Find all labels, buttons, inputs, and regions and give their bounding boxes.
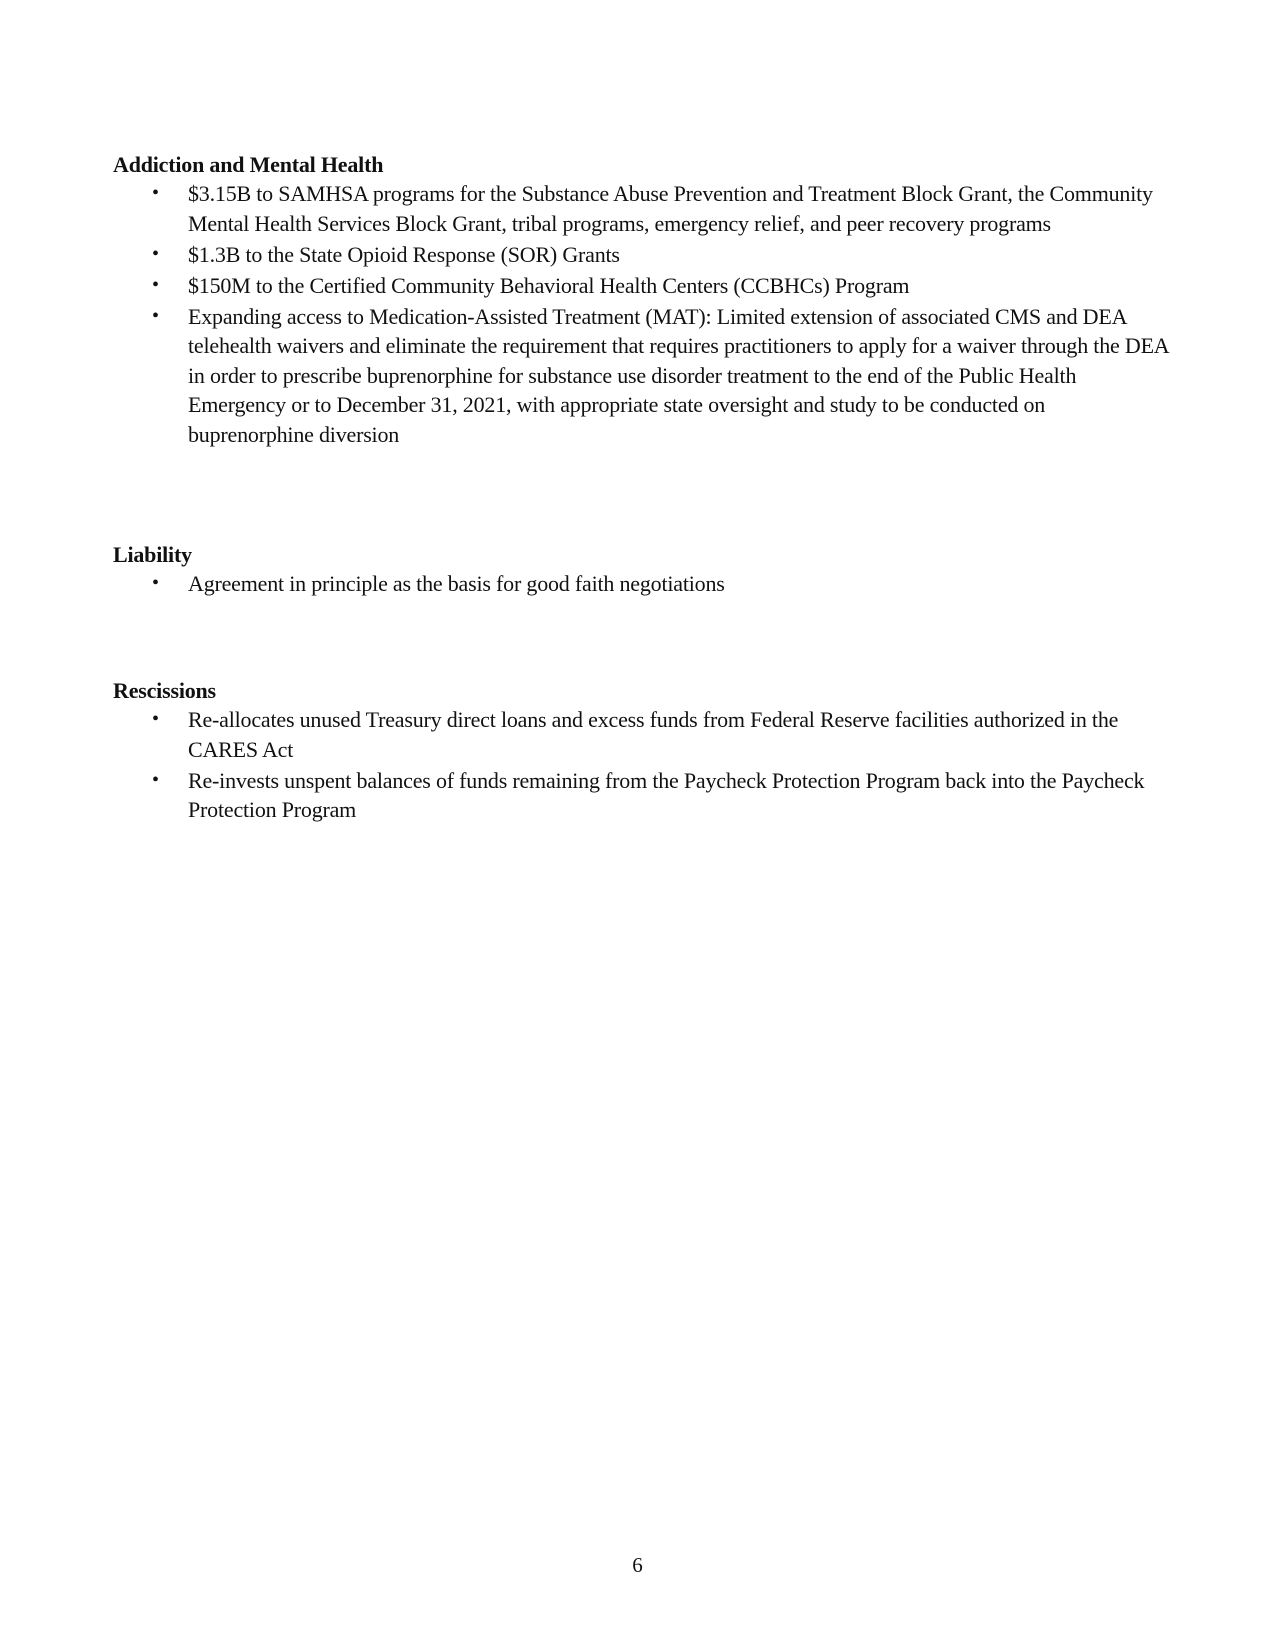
bullet-text: Re-invests unspent balances of funds remaining from the Paycheck Protection Program back into the Paycheck Protection Program [188, 767, 1145, 822]
section-rescissions [113, 677, 1173, 826]
bullet-item [113, 271, 1173, 301]
bullet-item [113, 240, 1173, 270]
bullet-icon: • [152, 572, 159, 594]
section-addiction-mental-health [113, 151, 1173, 451]
bullet-text: Re-allocates unused Treasury direct loans and excess funds from Federal Reserve facilities authorized in the CARES Act [188, 707, 1119, 762]
bullet-text: $1.3B to the State Opioid Response (SOR) Grants [188, 241, 620, 267]
bullet-item [113, 569, 1173, 599]
bullet-text: $150M to the Certified Community Behavioral Health Centers (CCBHCs) Program [188, 272, 910, 298]
bullet-icon: • [152, 304, 159, 327]
bullet-list [113, 179, 1173, 449]
bullet-icon: • [152, 273, 159, 296]
bullet-icon: • [152, 242, 159, 265]
bullet-list [113, 705, 1173, 825]
page-number: 6 [632, 1553, 643, 1577]
bullet-list [113, 569, 1173, 599]
section-heading: Rescissions [113, 678, 216, 703]
bullet-item [113, 302, 1173, 450]
bullet-text: Expanding access to Medication-Assisted Treatment (MAT): Limited extension of associated CMS and DEA telehealth waivers and eliminate the requirement that requires practitioners to apply for a waiver through the DEA in order to prescribe buprenorphine for substance use disorder treatment to the end of the Public Health Emergency or to December 31, 2021, with appropriate state oversight and study to be conducted on buprenorphine diversion [188, 303, 1169, 447]
bullet-text: $3.15B to SAMHSA programs for the Substance Abuse Prevention and Treatment Block Grant, the Community Mental Health Services Block Grant, tribal programs, emergency relief, and peer recovery programs [188, 181, 1153, 236]
bullet-icon: • [152, 768, 159, 791]
bullet-text: Agreement in principle as the basis for good faith negotiations [188, 571, 725, 596]
bullet-item [113, 766, 1173, 825]
bullet-icon: • [152, 708, 159, 730]
section-liability [113, 541, 1173, 600]
bullet-item [113, 705, 1173, 764]
bullet-item [113, 179, 1173, 238]
section-heading: Liability [113, 542, 192, 567]
bullet-icon: • [152, 182, 159, 204]
section-heading: Addiction and Mental Health [113, 152, 384, 177]
